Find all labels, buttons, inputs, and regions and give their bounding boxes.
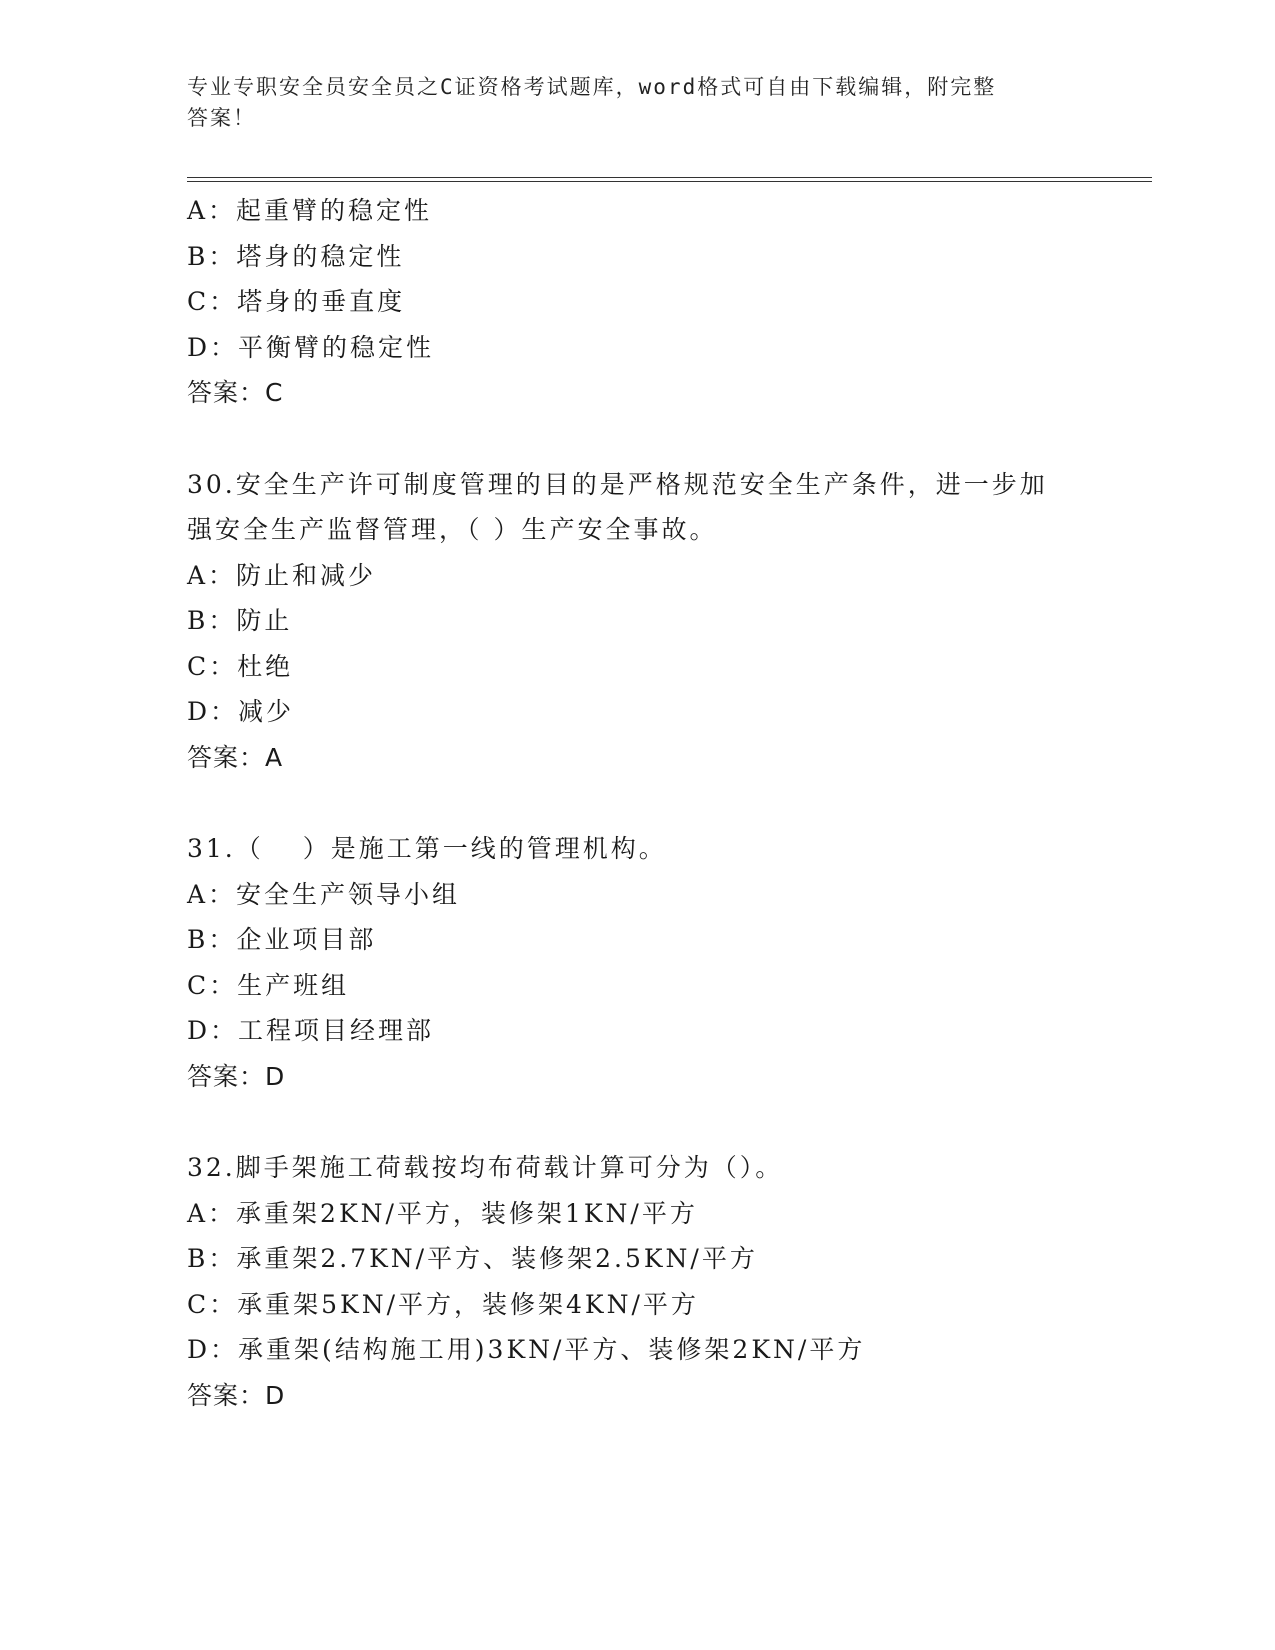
- header-line-1: 专业专职安全员安全员之C证资格考试题库，word格式可自由下载编辑，附完整: [187, 75, 997, 99]
- option-d: D：承重架(结构施工用)3KN/平方、装修架2KN/平方: [187, 1335, 866, 1364]
- option-a: A：起重臂的稳定性: [187, 196, 433, 225]
- option-a: A：防止和减少: [187, 560, 377, 590]
- answer-line: 答案：C: [187, 378, 284, 407]
- header-line-2: 答案！: [187, 106, 256, 130]
- question-text-line-1: 30.安全生产许可制度管理的目的是严格规范安全生产条件，进一步加: [187, 469, 1048, 499]
- option-b: B：塔身的稳定性: [187, 241, 405, 271]
- answer-line: 答案：D: [187, 1061, 286, 1091]
- question-gap: [187, 1099, 1087, 1145]
- question-32: [187, 1145, 1087, 1418]
- header-rule-top: [187, 177, 1152, 178]
- question-text-line-1: 32.脚手架施工荷载按均布荷载计算可分为（）。: [187, 1153, 784, 1182]
- option-d: D：平衡臂的稳定性: [187, 332, 435, 362]
- question-31: [187, 826, 1087, 1099]
- option-c: C：塔身的垂直度: [187, 287, 406, 316]
- option-a: A：安全生产领导小组: [187, 879, 461, 909]
- question-29-continued: [187, 188, 1087, 416]
- document-header: [187, 72, 1067, 134]
- option-b: B：承重架2.7KN/平方、装修架2.5KN/平方: [187, 1244, 758, 1273]
- option-a: A：承重架2KN/平方，装修架1KN/平方: [187, 1198, 698, 1228]
- option-d: D：工程项目经理部: [187, 1016, 435, 1045]
- option-b: B：企业项目部: [187, 925, 377, 954]
- question-text-line-2: 强安全生产监督管理，（ ）生产安全事故。: [187, 515, 718, 544]
- option-c: C：承重架5KN/平方，装修架4KN/平方: [187, 1289, 699, 1319]
- option-c: C：生产班组: [187, 970, 350, 1000]
- option-c: C：杜绝: [187, 651, 294, 681]
- question-text-line-1: 31.（ ）是施工第一线的管理机构。: [187, 834, 667, 863]
- answer-line: 答案：D: [187, 1380, 286, 1410]
- answer-line: 答案：A: [187, 742, 284, 772]
- question-gap: [187, 780, 1087, 826]
- option-b: B：防止: [187, 606, 293, 635]
- option-d: D：减少: [187, 697, 295, 726]
- question-gap: [187, 416, 1087, 462]
- header-rule-bottom: [187, 181, 1152, 182]
- question-30: [187, 462, 1087, 781]
- question-list: [187, 188, 1087, 1418]
